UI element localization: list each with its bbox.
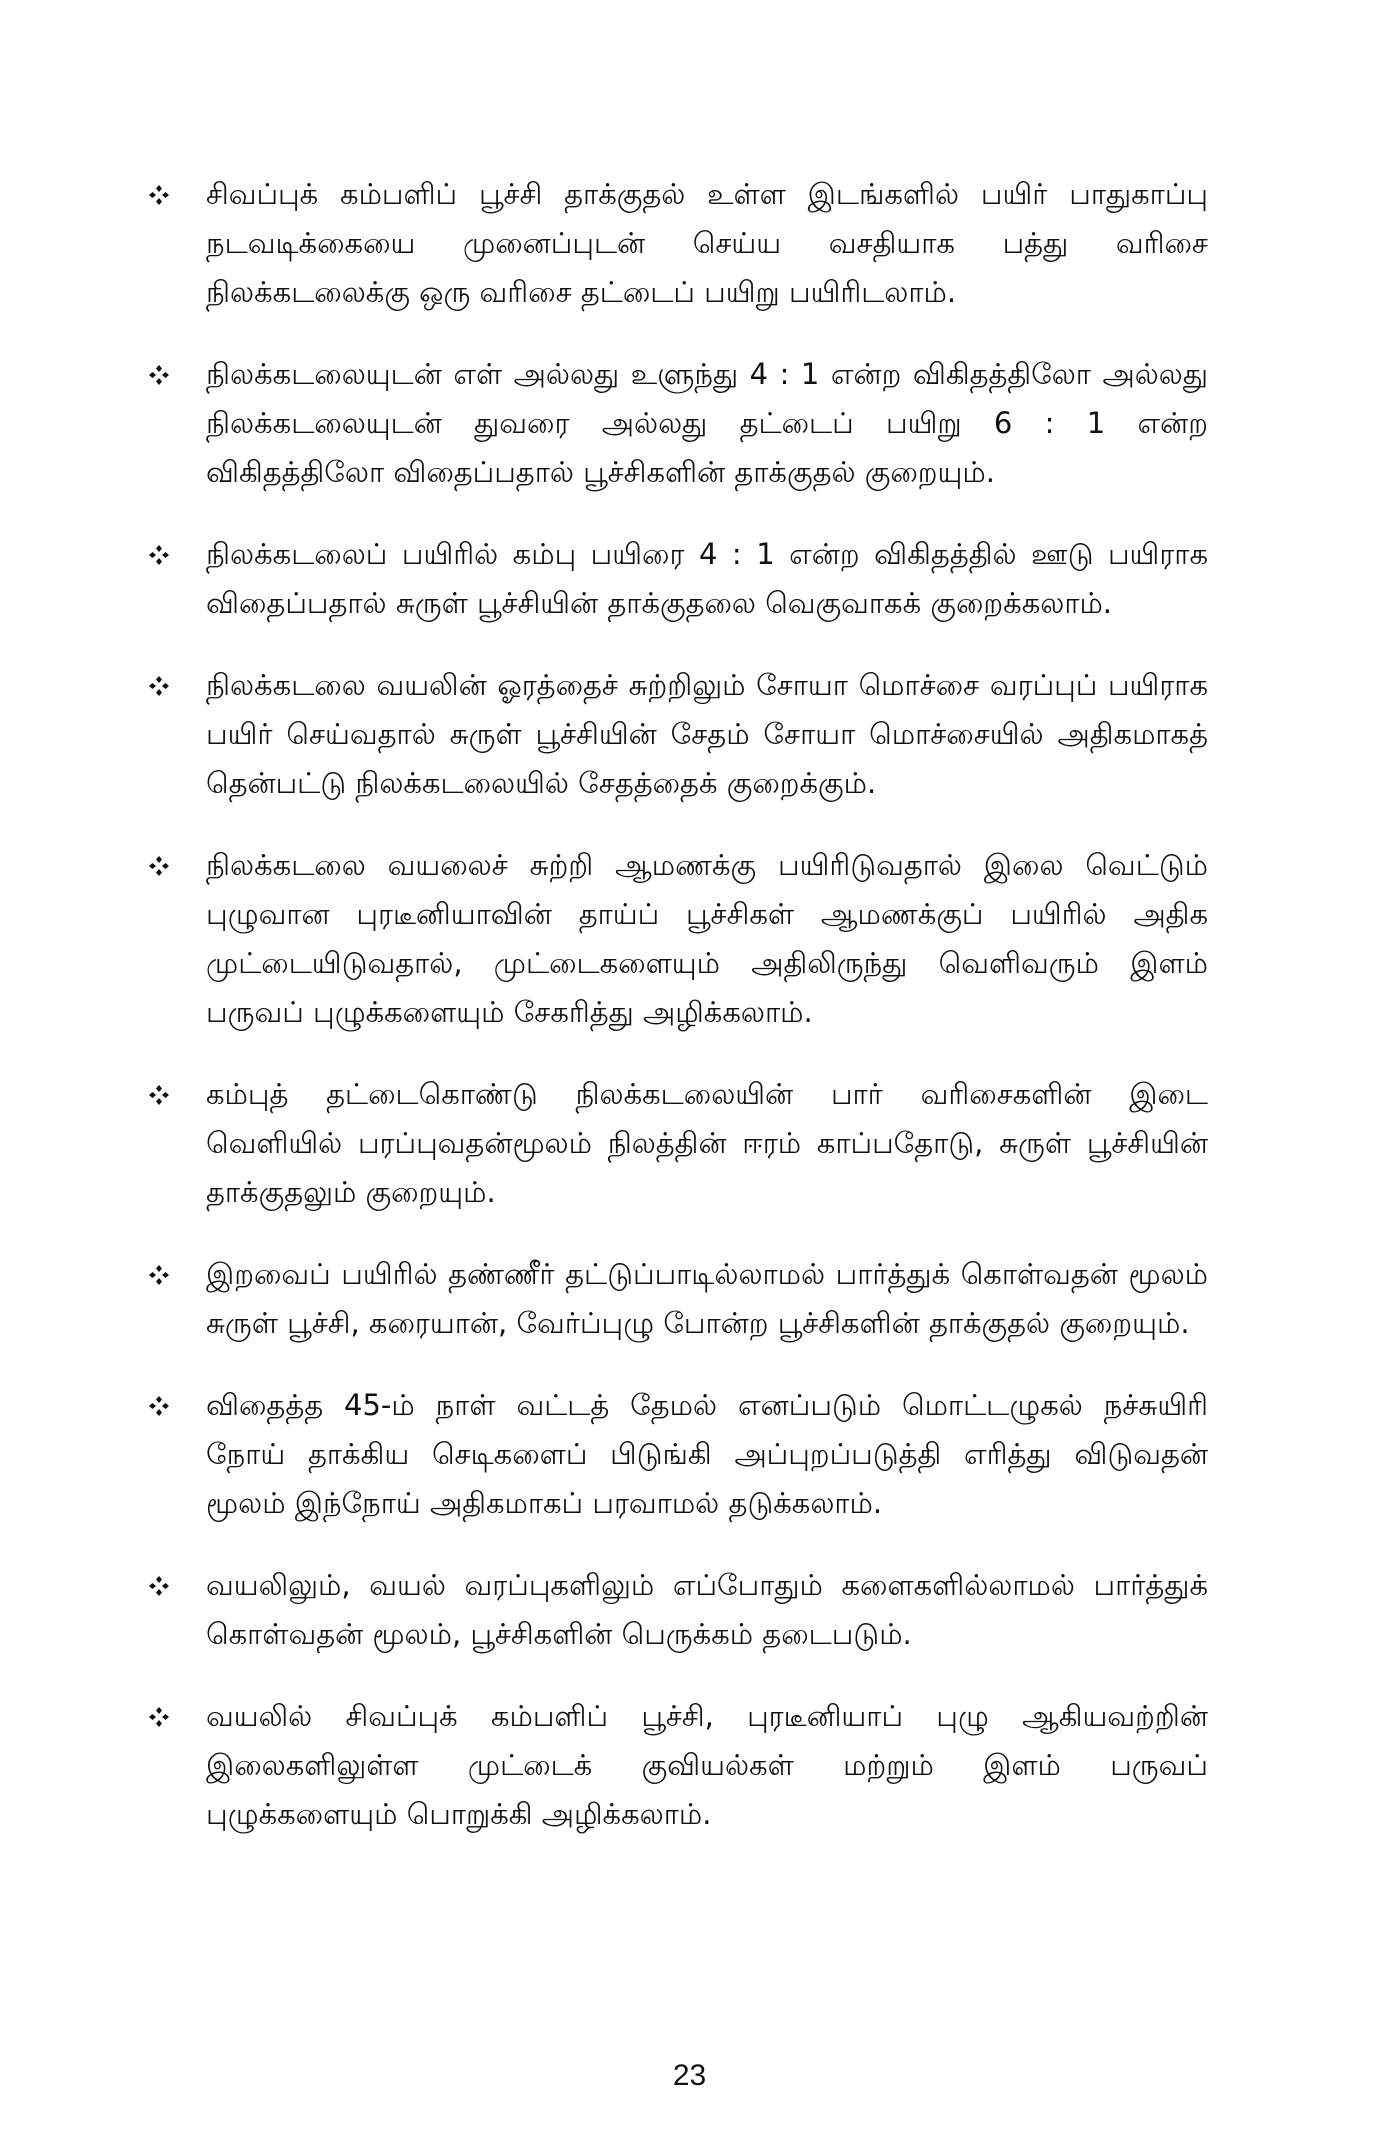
four-diamond-bullet-icon bbox=[142, 1250, 176, 1299]
list-item bbox=[138, 1381, 1208, 1528]
bullet-text: சிவப்புக் கம்பளிப் பூச்சி தாக்குதல் உள்ள இடங்களில் பயிர் பாதுகாப்பு நடவடிக்கையை முனைப்புடன் செய்ய வசதியாக பத்து வரிசை நிலக்கடலைக்கு ஒரு வரிசை தட்டைப் பயிறு பயிரிடலாம். bbox=[206, 177, 1208, 309]
four-diamond-bullet-icon bbox=[142, 1070, 176, 1119]
page-number: 23 bbox=[672, 2059, 707, 2092]
four-diamond-bullet-icon bbox=[142, 1561, 176, 1610]
four-diamond-bullet-icon bbox=[142, 530, 176, 579]
list-item bbox=[138, 1250, 1208, 1348]
four-diamond-bullet-icon bbox=[142, 1692, 176, 1741]
list-item bbox=[138, 1692, 1208, 1839]
four-diamond-bullet-icon bbox=[142, 1381, 176, 1430]
bullet-text: வயலிலும், வயல் வரப்புகளிலும் எப்போதும் களைகளில்லாமல் பார்த்துக் கொள்வதன் மூலம், பூச்சிகளின் பெருக்கம் தடைபடும். bbox=[206, 1568, 1208, 1651]
bullet-text: நிலக்கடலை வயலைச் சுற்றி ஆமணக்கு பயிரிடுவதால் இலை வெட்டும் புழுவான புரடீனியாவின் தாய்ப் பூச்சிகள் ஆமணக்குப் பயிரில் அதிக முட்டையிடுவதால், முட்டைகளையும் அதிலிருந்து வெளிவரும் இளம் பருவப் புழுக்களையும் சேகரித்து அழிக்கலாம். bbox=[206, 848, 1208, 1029]
four-diamond-bullet-icon bbox=[142, 661, 176, 710]
bullet-list bbox=[138, 170, 1208, 1839]
bullet-text: நிலக்கடலையுடன் எள் அல்லது உளுந்து 4 : 1 என்ற விகிதத்திலோ அல்லது நிலக்கடலையுடன் துவரை அல்லது தட்டைப் பயிறு 6 : 1 என்ற விகிதத்திலோ விதைப்பதால் பூச்சிகளின் தாக்குதல் குறையும். bbox=[206, 357, 1208, 489]
list-item bbox=[138, 1561, 1208, 1659]
list-item bbox=[138, 841, 1208, 1037]
list-item bbox=[138, 170, 1208, 317]
list-item bbox=[138, 530, 1208, 628]
bullet-text: விதைத்த 45-ம் நாள் வட்டத் தேமல் எனப்படும் மொட்டழுகல் நச்சுயிரி நோய் தாக்கிய செடிகளைப் பிடுங்கி அப்புறப்படுத்தி எரித்து விடுவதன் மூலம் இந்நோய் அதிகமாகப் பரவாமல் தடுக்கலாம். bbox=[206, 1388, 1208, 1520]
bullet-text: கம்புத் தட்டைகொண்டு நிலக்கடலையின் பார் வரிசைகளின் இடை வெளியில் பரப்புவதன்மூலம் நிலத்தின் ஈரம் காப்பதோடு, சுருள் பூச்சியின் தாக்குதலும் குறையும். bbox=[206, 1077, 1208, 1209]
list-item bbox=[138, 1070, 1208, 1217]
bullet-text: நிலக்கடலைப் பயிரில் கம்பு பயிரை 4 : 1 என்ற விகிதத்தில் ஊடு பயிராக விதைப்பதால் சுருள் பூச்சியின் தாக்குதலை வெகுவாகக் குறைக்கலாம். bbox=[206, 537, 1208, 620]
bullet-text: இறவைப் பயிரில் தண்ணீர் தட்டுப்பாடில்லாமல் பார்த்துக் கொள்வதன் மூலம் சுருள் பூச்சி, கரையான், வேர்ப்புழு போன்ற பூச்சிகளின் தாக்குதல் குறையும். bbox=[206, 1257, 1208, 1340]
bullet-text: வயலில் சிவப்புக் கம்பளிப் பூச்சி, புரடீனியாப் புழு ஆகியவற்றின் இலைகளிலுள்ள முட்டைக் குவியல்கள் மற்றும் இளம் பருவப் புழுக்களையும் பொறுக்கி அழிக்கலாம். bbox=[206, 1699, 1208, 1831]
list-item bbox=[138, 350, 1208, 497]
list-item bbox=[138, 661, 1208, 808]
four-diamond-bullet-icon bbox=[142, 170, 176, 219]
four-diamond-bullet-icon bbox=[142, 841, 176, 890]
bullet-text: நிலக்கடலை வயலின் ஓரத்தைச் சுற்றிலும் சோயா மொச்சை வரப்புப் பயிராக பயிர் செய்வதால் சுருள் பூச்சியின் சேதம் சோயா மொச்சையில் அதிகமாகத் தென்பட்டு நிலக்கடலையில் சேதத்தைக் குறைக்கும். bbox=[206, 668, 1208, 800]
four-diamond-bullet-icon bbox=[142, 350, 176, 399]
